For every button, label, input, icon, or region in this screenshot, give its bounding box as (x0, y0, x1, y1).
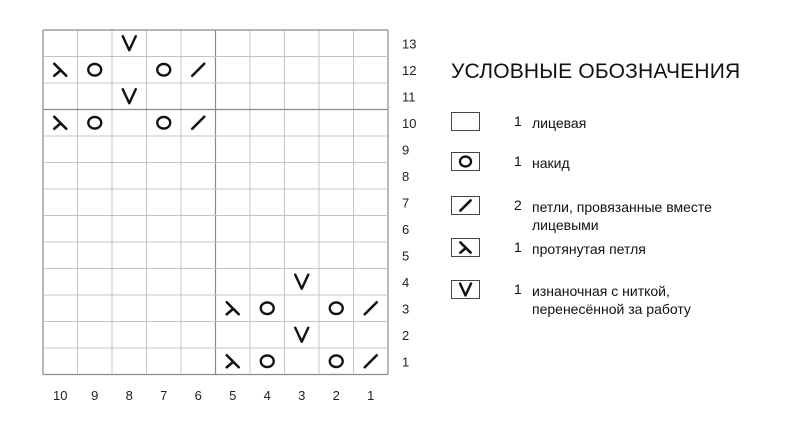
slip-symbol (460, 284, 471, 296)
row-number: 2 (402, 327, 410, 343)
column-number: 5 (229, 388, 237, 403)
row-number: 1 (402, 354, 410, 370)
legend-symbol-icon (452, 281, 479, 298)
row-number: 13 (402, 36, 417, 52)
legend-symbol-box-yo (451, 152, 480, 171)
legend-symbol-icon (452, 239, 479, 256)
legend-description: изнаночная с ниткой, (532, 283, 670, 299)
k2tog-symbol (460, 200, 470, 210)
row-number: 4 (402, 274, 410, 290)
legend-symbol-icon (452, 153, 479, 170)
yarn-over-symbol (460, 157, 471, 167)
legend-symbol-icon (452, 197, 479, 214)
legend-symbol-box-slip (451, 280, 480, 299)
legend-description: петли, провязанные вместе (532, 199, 712, 215)
legend-description: перенесённой за работу (532, 301, 691, 317)
row-number: 11 (402, 89, 416, 105)
row-number: 12 (402, 62, 417, 78)
column-number: 1 (367, 388, 375, 403)
column-number: 3 (298, 388, 306, 403)
legend-title: УСЛОВНЫЕ ОБОЗНАЧЕНИЯ (451, 60, 741, 83)
row-number: 10 (402, 115, 417, 131)
column-number: 9 (91, 388, 99, 403)
legend-stitch-count: 1 (514, 239, 522, 255)
legend-stitch-count: 1 (514, 281, 522, 297)
legend-stitch-count: 2 (514, 197, 522, 213)
legend-stitch-count: 1 (514, 113, 522, 129)
legend-symbol-box-ssk (451, 238, 480, 257)
row-number: 6 (402, 221, 410, 237)
row-number: 5 (402, 248, 410, 264)
column-number: 8 (125, 388, 133, 403)
row-number: 9 (402, 142, 410, 158)
row-number: 7 (402, 195, 410, 211)
row-number: 8 (402, 168, 410, 184)
legend-description: накид (532, 155, 570, 171)
legend-symbol-box-k2tog (451, 196, 480, 215)
legend-symbol-box-knit (451, 112, 480, 131)
column-number: 7 (160, 388, 168, 403)
column-number: 10 (53, 388, 68, 403)
column-number: 2 (332, 388, 340, 403)
legend-stitch-count: 1 (514, 153, 522, 169)
row-number: 3 (402, 301, 410, 317)
legend-description: протянутая петля (532, 241, 646, 257)
legend-description: лицевыми (532, 217, 599, 233)
legend-description: лицевая (532, 115, 587, 131)
column-number: 4 (263, 388, 271, 403)
ssk-symbol (460, 242, 470, 252)
column-number: 6 (194, 388, 202, 403)
